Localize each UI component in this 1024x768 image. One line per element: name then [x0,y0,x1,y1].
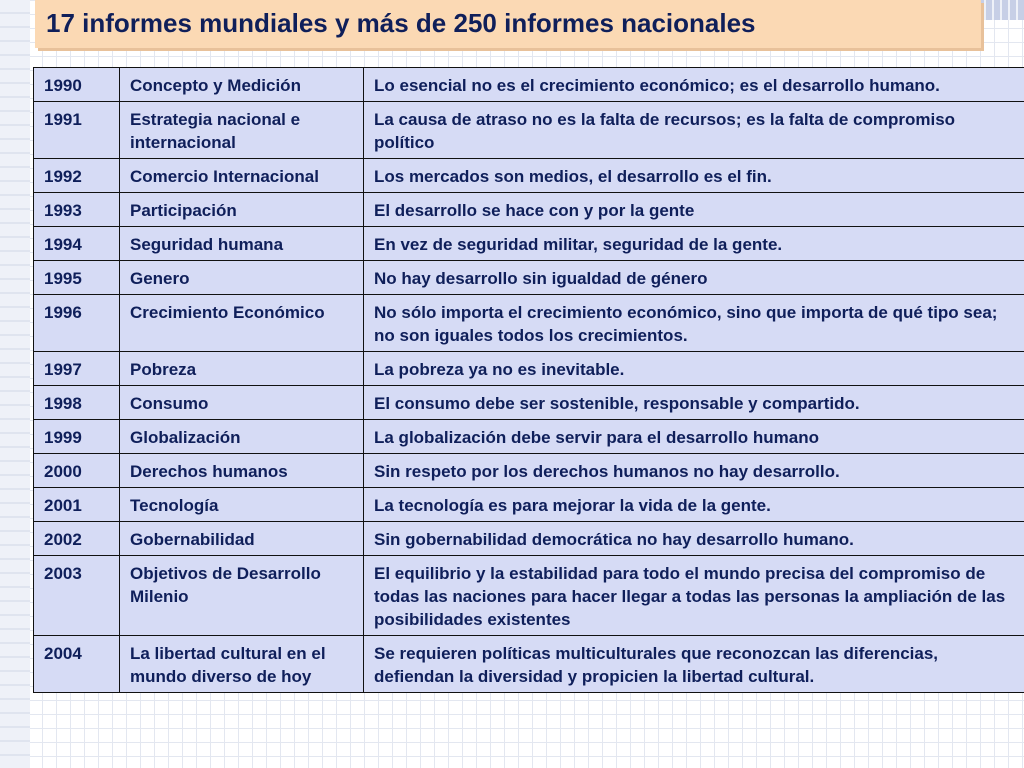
table-row [34,159,1024,193]
year-cell: 1999 [34,420,120,454]
title-box [35,0,981,48]
table-row [34,636,1024,693]
topic-cell: Gobernabilidad [120,522,364,556]
message-cell: Sin gobernabilidad democrática no hay desarrollo humano. [364,522,1024,556]
message-cell: La causa de atraso no es la falta de recursos; es la falta de compromiso político [364,102,1024,159]
table-row [34,420,1024,454]
year-cell: 1995 [34,261,120,295]
table-row [34,227,1024,261]
message-cell: La tecnología es para mejorar la vida de la gente. [364,488,1024,522]
table-row [34,386,1024,420]
year-cell: 1991 [34,102,120,159]
year-cell: 1992 [34,159,120,193]
decorative-left-bar [0,0,30,768]
year-cell: 1993 [34,193,120,227]
topic-cell: Consumo [120,386,364,420]
message-cell: La globalización debe servir para el desarrollo humano [364,420,1024,454]
topic-cell: Tecnología [120,488,364,522]
year-cell: 1997 [34,352,120,386]
reports-table-container [33,67,1024,693]
message-cell: El consumo debe ser sostenible, responsable y compartido. [364,386,1024,420]
decorative-corner [978,0,1024,20]
topic-cell: Seguridad humana [120,227,364,261]
table-row [34,522,1024,556]
table-row [34,68,1024,102]
year-cell: 2003 [34,556,120,636]
message-cell: Lo esencial no es el crecimiento económico; es el desarrollo humano. [364,68,1024,102]
topic-cell: Pobreza [120,352,364,386]
year-cell: 1994 [34,227,120,261]
topic-cell: Concepto y Medición [120,68,364,102]
message-cell: Sin respeto por los derechos humanos no hay desarrollo. [364,454,1024,488]
topic-cell: Genero [120,261,364,295]
table-row [34,193,1024,227]
message-cell: Se requieren políticas multiculturales que reconozcan las diferencias, defiendan la diversidad y propicien la libertad cultural. [364,636,1024,693]
year-cell: 2000 [34,454,120,488]
topic-cell: Participación [120,193,364,227]
year-cell: 1990 [34,68,120,102]
topic-cell: Objetivos de Desarrollo Milenio [120,556,364,636]
message-cell: No sólo importa el crecimiento económico, sino que importa de qué tipo sea; no son iguales todos los crecimientos. [364,295,1024,352]
year-cell: 2004 [34,636,120,693]
year-cell: 2001 [34,488,120,522]
year-cell: 1998 [34,386,120,420]
table-row [34,352,1024,386]
message-cell: No hay desarrollo sin igualdad de género [364,261,1024,295]
year-cell: 1996 [34,295,120,352]
table-row [34,295,1024,352]
message-cell: En vez de seguridad militar, seguridad de la gente. [364,227,1024,261]
table-row [34,488,1024,522]
topic-cell: Crecimiento Económico [120,295,364,352]
table-row [34,261,1024,295]
message-cell: El desarrollo se hace con y por la gente [364,193,1024,227]
table-row [34,102,1024,159]
slide-title: 17 informes mundiales y más de 250 informes nacionales [46,8,756,38]
message-cell: La pobreza ya no es inevitable. [364,352,1024,386]
topic-cell: Globalización [120,420,364,454]
topic-cell: Derechos humanos [120,454,364,488]
year-cell: 2002 [34,522,120,556]
topic-cell: La libertad cultural en el mundo diverso de hoy [120,636,364,693]
table-row [34,556,1024,636]
message-cell: El equilibrio y la estabilidad para todo el mundo precisa del compromiso de todas las naciones para hacer llegar a todas las personas la ampliación de las posibilidades existentes [364,556,1024,636]
topic-cell: Estrategia nacional e internacional [120,102,364,159]
message-cell: Los mercados son medios, el desarrollo es el fin. [364,159,1024,193]
reports-table [33,67,1024,693]
topic-cell: Comercio Internacional [120,159,364,193]
table-row [34,454,1024,488]
